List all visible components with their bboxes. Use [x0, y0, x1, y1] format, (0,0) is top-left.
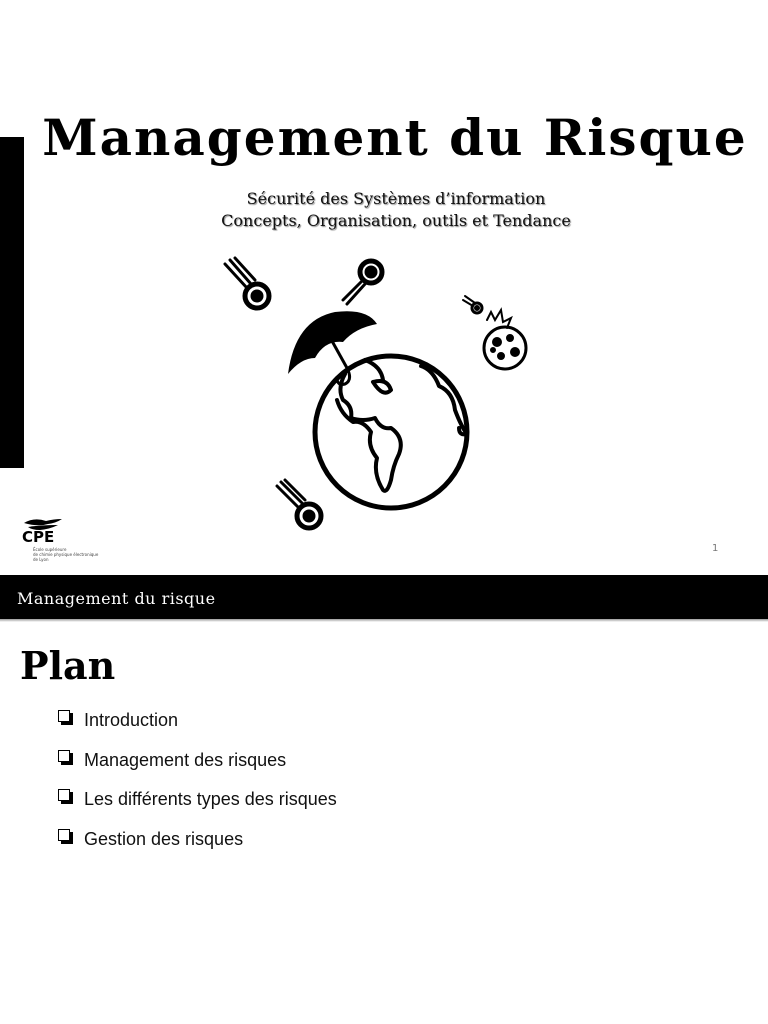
plan-item-label: Gestion des risques [84, 828, 244, 849]
meteor-icon [277, 480, 321, 528]
plan-item-management [58, 748, 337, 788]
slide-subtitle-line1: Sécurité des Systèmes d’information [246, 189, 546, 208]
exploding-planet-icon [463, 296, 526, 369]
checkbox-bullet-icon [58, 829, 72, 843]
logo-text: CPE [22, 528, 55, 546]
plan-title: Plan [20, 643, 116, 688]
meteor-icon [343, 261, 382, 304]
checkbox-bullet-icon [58, 789, 72, 803]
plan-item-label: Management des risques [84, 749, 287, 770]
logo-tagline-line1: École supérieure [33, 547, 67, 552]
plan-list [58, 708, 337, 866]
umbrella-icon [288, 311, 377, 384]
plan-item-introduction [58, 708, 337, 748]
section-header-title: Management du risque [17, 589, 216, 608]
logo-tagline-line2: de chimie physique électronique [33, 552, 99, 557]
globe-risk-illustration [215, 250, 545, 540]
left-accent-bar [0, 137, 24, 468]
logo-tagline-line3: de Lyon [33, 557, 49, 562]
meteor-icon [225, 258, 269, 308]
plan-item-gestion [58, 827, 337, 867]
slide-title: Management du Risque [42, 108, 748, 167]
plan-item-label: Introduction [84, 710, 179, 730]
slide-subtitle-line2: Concepts, Organisation, outils et Tendance [221, 211, 571, 230]
plan-item-types [58, 787, 337, 827]
header-shadow [0, 619, 768, 622]
checkbox-bullet-icon [58, 710, 72, 724]
page-number: 1 [712, 543, 719, 554]
checkbox-bullet-icon [58, 750, 72, 764]
plan-item-label: Les différents types des risques [84, 789, 337, 809]
globe-icon [315, 356, 467, 508]
